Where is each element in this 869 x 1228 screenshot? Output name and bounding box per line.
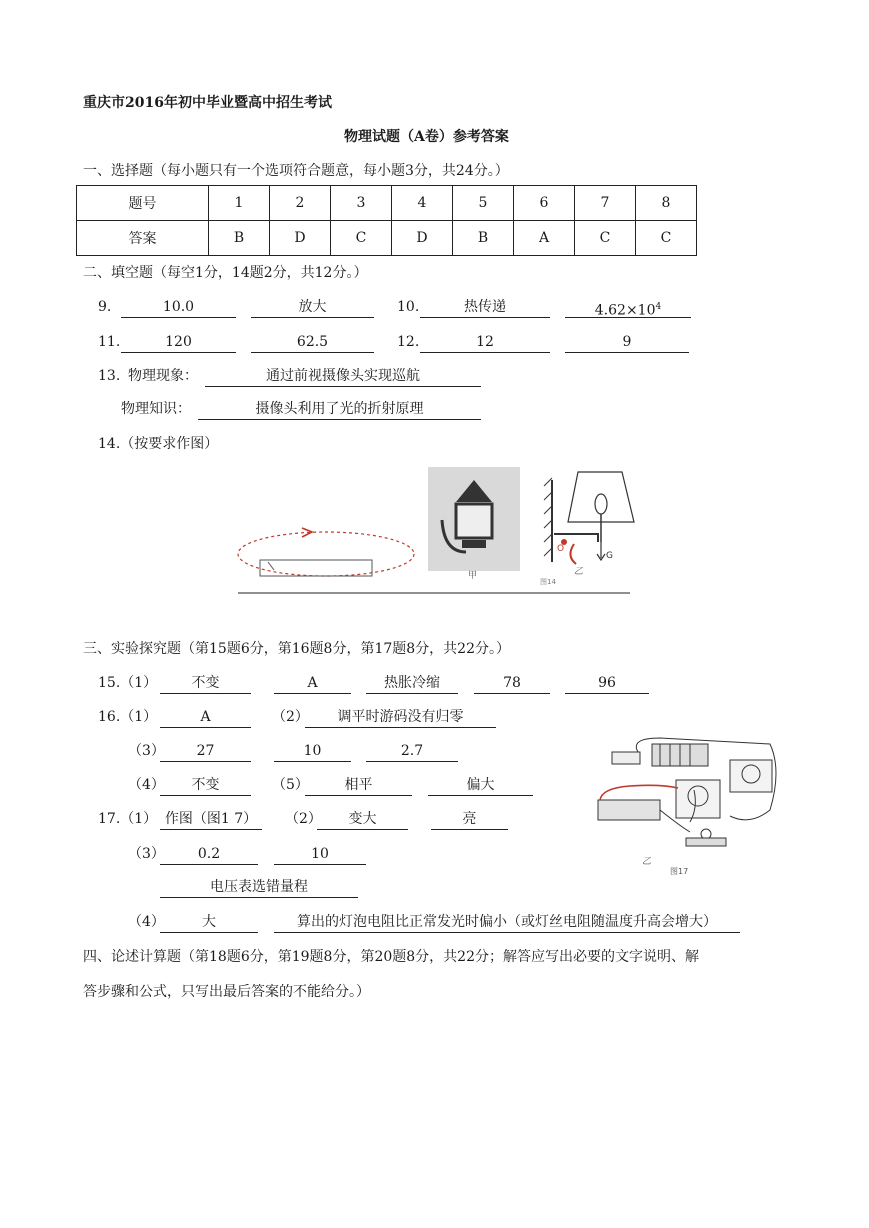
answer-blank: 0.2 [160,844,258,865]
lamp-bracket [554,534,598,542]
table-row [77,186,697,221]
answer-cell: B [453,221,514,256]
question-number: 8 [636,186,697,221]
part-label: （2） [285,811,322,827]
question-label: 16.（1） [98,709,158,725]
answer-blank: 放大 [251,297,374,318]
table-row-label: 题号 [77,186,209,221]
table-row [77,221,697,256]
answer-cell: C [636,221,697,256]
answer-blank: 热胀冷缩 [366,673,458,694]
question-label: 10. [397,299,420,315]
answer-blank: 相平 [305,775,412,796]
answer-blank: 2.7 [366,741,458,762]
answer-blank: 9 [565,332,689,353]
page-title: 物理试题（A卷）参考答案 [344,129,509,145]
field-label: 物理现象： [128,368,198,384]
answer-blank: 变大 [317,809,408,830]
answer-blank: 10.0 [121,297,236,318]
answer-blank [565,297,691,318]
force-arm-line [570,544,576,564]
figure-14 [230,462,640,597]
part-label: （2） [272,709,309,725]
question-label: 12. [397,334,420,350]
bulb-base [686,838,726,846]
answer-cell: D [392,221,453,256]
lamp-base [462,540,486,548]
answer-blank: 调平时游码没有归零 [305,707,496,728]
answer-cell: C [331,221,392,256]
exam-title: 重庆市2016年初中毕业暨高中招生考试 [83,95,332,111]
part-label: （3） [128,846,165,862]
answer-blank: 27 [160,741,251,762]
part-label: （3） [128,743,165,759]
answer-blank: 78 [474,673,550,694]
answer-blank: 热传递 [420,297,550,318]
question-number: 3 [331,186,392,221]
answer-blank: 电压表选错量程 [160,877,358,898]
question-label: 17.（1） [98,811,158,827]
switch [612,752,640,764]
answer-base: 4.62×10 [594,302,656,319]
answer-blank: 偏大 [428,775,533,796]
question-label: 11. [98,334,121,350]
answer-cell: D [270,221,331,256]
question-label: 14.（按要求作图） [98,436,219,452]
part-label: （4） [128,777,165,793]
question-number: 5 [453,186,514,221]
answer-blank: 算出的灯泡电阻比正常发光时偏小（或灯丝电阻随温度升高会增大） [274,912,740,933]
question-number: 2 [270,186,331,221]
table-row-label: 答案 [77,221,209,256]
fig-label: 乙 [642,857,652,867]
question-number: 4 [392,186,453,221]
fig-right-label: 乙 [574,567,584,577]
answer-blank: 摄像头利用了光的折射原理 [198,399,481,420]
answer-blank: A [274,673,351,694]
answer-blank: 大 [160,912,258,933]
question-label: 13. [98,368,121,384]
question-number: 7 [575,186,636,221]
red-wire [600,785,678,800]
dashed-orbit [238,532,414,576]
answer-blank: 不变 [160,673,251,694]
answer-blank: 通过前视摄像头实现巡航 [205,366,481,387]
answer-blank: 亮 [431,809,508,830]
answer-table [76,185,697,256]
part-label: （4） [128,914,165,930]
answer-blank: 不变 [160,775,251,796]
answer-cell: B [209,221,270,256]
wall-hatch [544,506,552,514]
pivot-label: O [557,544,565,554]
answer-blank: 96 [565,673,649,694]
section-heading-experiment: 三、实验探究题（第15题6分，第16题8分，第17题8分，共22分。） [83,641,510,657]
lamp-body [456,504,492,538]
section-heading-choice: 一、选择题（每小题只有一个选项符合题意，每小题3分，共24分。） [83,163,509,179]
fig-left-label: 甲 [468,571,478,581]
rheostat [598,800,660,820]
answer-cell: A [514,221,575,256]
part-label: （5） [272,777,309,793]
wall-hatch [544,492,552,500]
answer-blank: 10 [274,844,366,865]
magnet-mark [268,562,274,570]
fig-caption: 图14 [540,578,556,586]
wall-hatch [544,534,552,542]
answer-blank: 12 [420,332,550,353]
question-label: 9. [98,299,112,315]
answer-cell: C [575,221,636,256]
answer-blank: 62.5 [251,332,374,353]
answer-blank: A [160,707,251,728]
wall-hatch [544,520,552,528]
wall-hatch [544,548,552,556]
bulb-icon [595,494,607,514]
figure-17-circuit [590,730,785,880]
field-label: 物理知识： [121,401,191,417]
question-number: 6 [514,186,575,221]
wall-hatch [544,478,552,486]
fig-caption: 图17 [670,867,689,876]
force-label: G [606,551,613,561]
answer-blank: 120 [121,332,236,353]
bar-magnet [260,560,372,576]
answer-blank: 10 [274,741,351,762]
section-heading-fill: 二、填空题（每空1分，14题2分，共12分。） [83,265,368,281]
question-number: 1 [209,186,270,221]
answer-blank: 作图（图1 7） [160,809,262,830]
section-heading-calculation: 四、论述计算题（第18题6分，第19题8分，第20题8分，共22分；解答应写出必要的文字说明、解 [83,949,699,965]
question-label: 15.（1） [98,675,158,691]
answer-exponent: 4 [655,302,662,312]
section-heading-calculation-cont: 答步骤和公式，只写出最后答案的不能给分。） [83,984,370,1000]
